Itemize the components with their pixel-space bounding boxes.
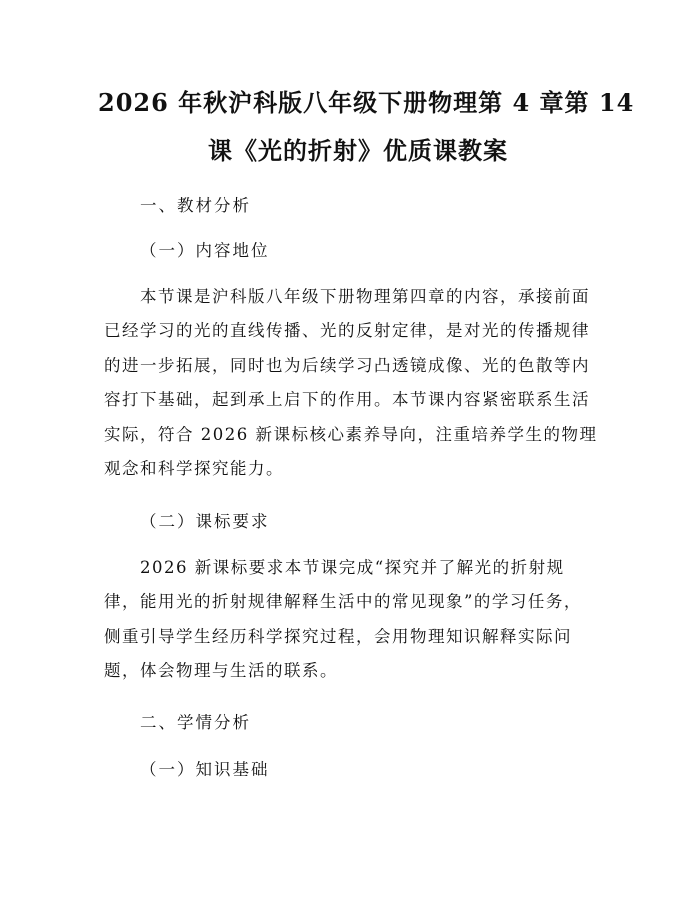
paragraph-line: 题，体会物理与生活的联系。 <box>104 661 338 680</box>
section-heading-teaching-material-analysis: 一、教材分析 <box>140 196 251 215</box>
paragraph-line: 已经学习的光的直线传播、光的反射定律，是对光的传播规律 <box>104 321 590 340</box>
subsection-heading-curriculum-requirements: （二）课标要求 <box>140 512 270 531</box>
paragraph-line: 的进一步拓展，同时也为后续学习凸透镜成像、光的色散等内 <box>104 356 590 375</box>
document-title-line-2: 课《光的折射》优质课教案 <box>208 136 508 165</box>
paragraph-line: 观念和科学探究能力。 <box>104 459 284 478</box>
document-title-line-1: 2026 年秋沪科版八年级下册物理第 4 章第 14 <box>98 88 635 117</box>
paragraph-line: 实际，符合 2026 新课标核心素养导向，注重培养学生的物理 <box>104 425 598 444</box>
paragraph-line: 侧重引导学生经历科学探究过程，会用物理知识解释实际问 <box>104 627 572 646</box>
section-heading-learner-analysis: 二、学情分析 <box>140 713 251 732</box>
paragraph-line: 容打下基础，起到承上启下的作用。本节课内容紧密联系生活 <box>104 390 590 409</box>
paragraph-line: 本节课是沪科版八年级下册物理第四章的内容，承接前面 <box>140 287 590 306</box>
paragraph-line: 2026 新课标要求本节课完成“探究并了解光的折射规 <box>140 558 565 577</box>
paragraph-line: 律，能用光的折射规律解释生活中的常见现象”的学习任务， <box>104 592 582 611</box>
subsection-heading-knowledge-basis: （一）知识基础 <box>140 760 270 779</box>
subsection-heading-content-position: （一）内容地位 <box>140 241 270 260</box>
